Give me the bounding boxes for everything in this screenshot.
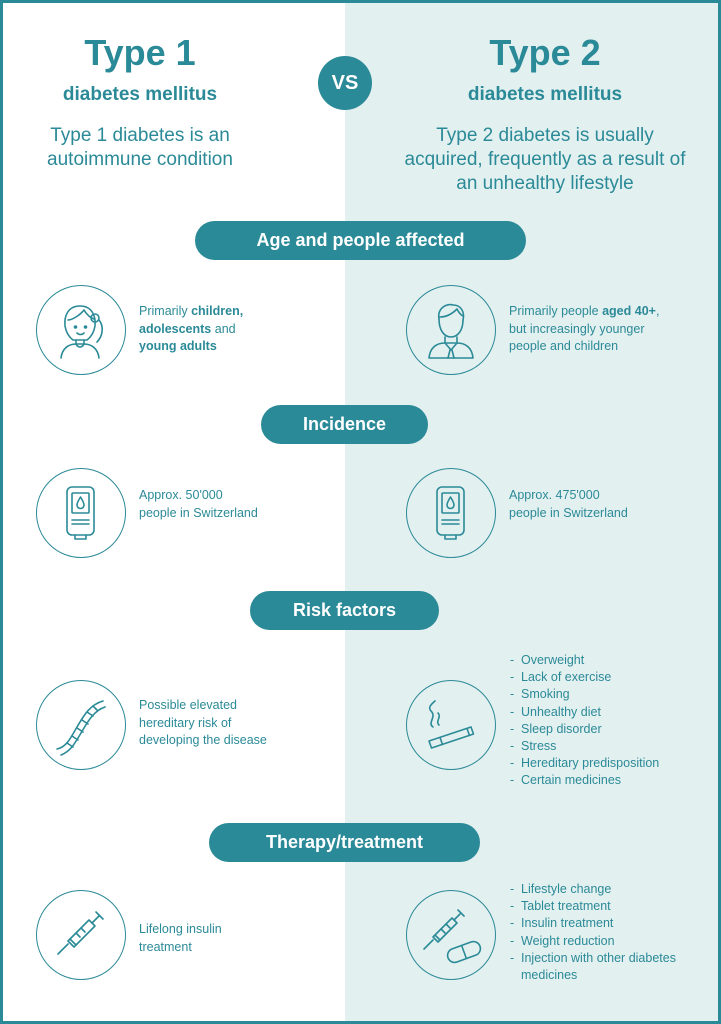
cigarette-icon (406, 680, 496, 770)
list-item: - Unhealthy diet (510, 704, 690, 721)
risk-type1-text: Possible elevated hereditary risk of developing the disease (139, 698, 267, 747)
type1-subtitle: diabetes mellitus (62, 84, 218, 105)
section-age-label: Age and people affected (195, 221, 526, 260)
list-item: - Smoking (510, 686, 690, 703)
age-type1-text: Primarily children, adolescents and young adults (139, 304, 244, 353)
incidence-type2-text: Approx. 475'000 people in Switzerland (509, 488, 628, 520)
list-item: - Certain medicines (510, 772, 690, 789)
dna-icon (36, 680, 126, 770)
list-item: - Sleep disorder (510, 721, 690, 738)
list-item: - Lack of exercise (510, 669, 690, 686)
type2-title: Type 2 (489, 32, 601, 73)
type2-subtitle: diabetes mellitus (467, 84, 623, 105)
syringe-icon (36, 890, 126, 980)
incidence-type1-text: Approx. 50'000 people in Switzerland (139, 488, 258, 520)
list-item: - Stress (510, 738, 690, 755)
syringe-pill-icon (406, 890, 496, 980)
type1-description: Type 1 diabetes is an autoimmune condition (47, 125, 233, 170)
risk-type2-list (510, 652, 690, 790)
section-therapy-label: Therapy/treatment (209, 823, 480, 862)
list-item: - Hereditary predisposition (510, 755, 690, 772)
list-item: - Insulin treatment (510, 915, 690, 932)
list-item: - Overweight (510, 652, 690, 669)
section-risk-label: Risk factors (250, 591, 439, 630)
list-item: - Tablet treatment (510, 898, 690, 915)
glucose-meter-icon (36, 468, 126, 558)
child-icon (36, 285, 126, 375)
list-item: - Injection with other diabetes medicines (510, 950, 690, 984)
list-item: - Lifestyle change (510, 881, 690, 898)
type2-description: Type 2 diabetes is usually acquired, frequently as a result of an unhealthy lifestyle (404, 125, 686, 194)
list-item: - Weight reduction (510, 933, 690, 950)
therapy-type1-text: Lifelong insulin treatment (139, 922, 222, 954)
adult-man-icon (406, 285, 496, 375)
section-incidence-label: Incidence (261, 405, 428, 444)
glucose-meter-icon (406, 468, 496, 558)
therapy-type2-list (510, 881, 690, 984)
age-type2-text: Primarily people aged 40+, but increasingly younger people and children (509, 304, 660, 353)
vs-badge: VS (318, 56, 372, 110)
type1-title: Type 1 (84, 32, 196, 73)
